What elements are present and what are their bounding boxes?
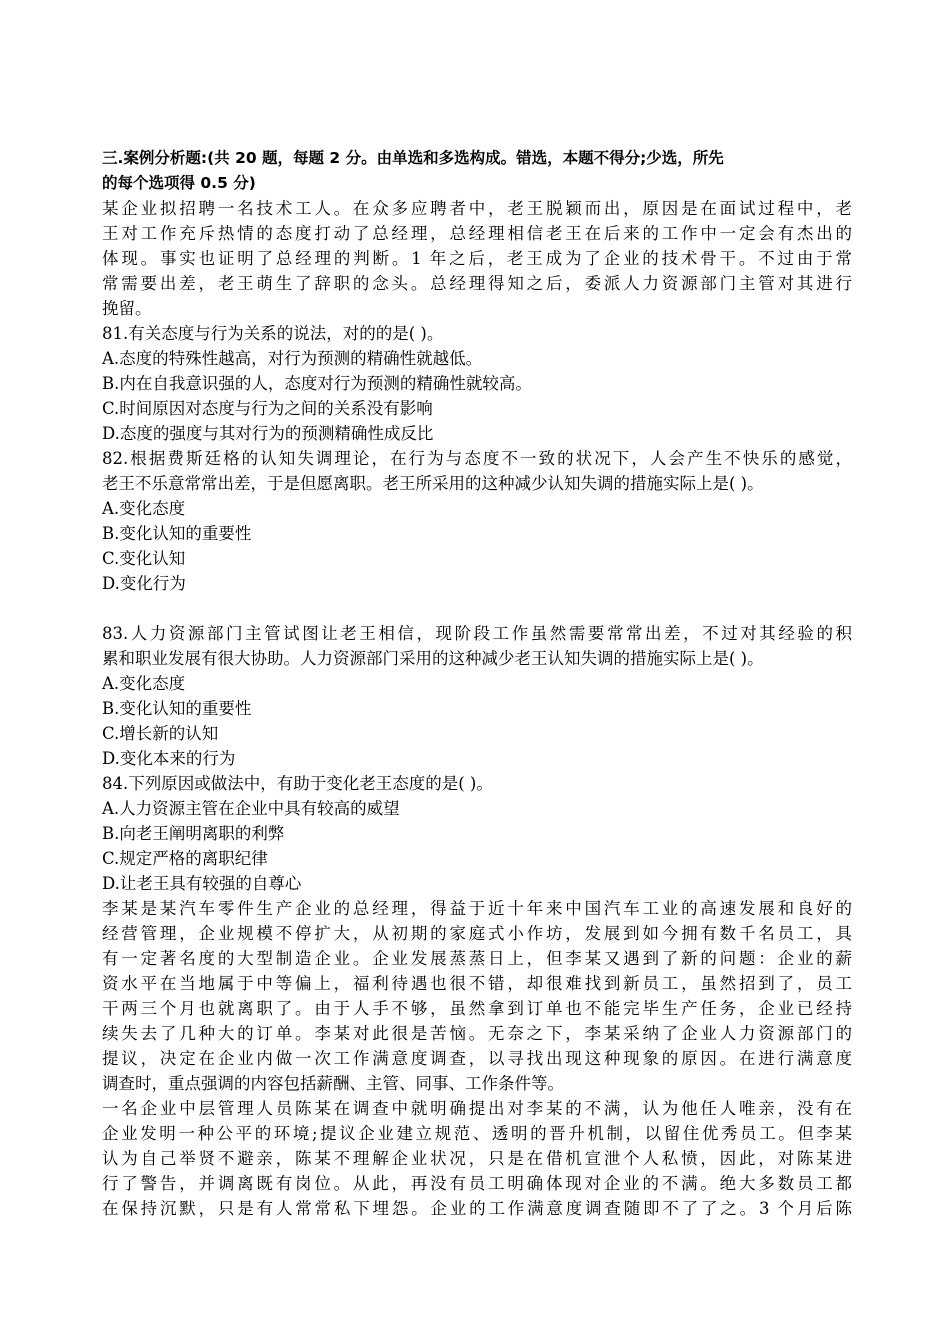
paragraph-line: 挽留。 — [102, 299, 152, 318]
paragraph-line: 体现。事实也证明了总经理的判断。1 年之后，老王成为了企业的技术骨干。不过由于常 — [102, 249, 852, 268]
document-page — [102, 146, 852, 1221]
paragraph-line: 认为自己举贤不避亲，陈某不理解企业状况，只是在借机宣泄个人私愤，因此，对陈某进 — [102, 1149, 852, 1168]
paragraph-line: 资水平在当地属于中等偏上，福利待遇也很不错，却很难找到新员工，虽然招到了，员工 — [102, 974, 852, 993]
question-option: A.态度的特殊性越高，对行为预测的精确性就越低。 — [102, 349, 483, 368]
section-title — [102, 146, 852, 196]
paragraph-line: 企业发明一种公平的环境;提议企业建立规范、透明的晋升机制，以留住优秀员工。但李某 — [102, 1124, 852, 1143]
question-option: B.向老王阐明离职的利弊 — [102, 824, 285, 843]
paragraph-line: 经营管理，企业规模不停扩大，从初期的家庭式小作坊，发展到如今拥有数千名员工，具 — [102, 924, 852, 943]
section-title-line: 的每个选项得 0.5 分) — [102, 174, 256, 192]
paragraph-line: 提议，决定在企业内做一次工作满意度调查，以寻找出现这种现象的原因。在进行满意度 — [102, 1049, 852, 1068]
blank-line — [102, 596, 852, 621]
paragraph-line: 李某是某汽车零件生产企业的总经理，得益于近十年来中国汽车工业的高速发展和良好的 — [102, 899, 852, 918]
question-option: D.态度的强度与其对行为的预测精确性成反比 — [102, 424, 434, 443]
paragraph-line: 常需要出差，老王萌生了辞职的念头。总经理得知之后，委派人力资源部门主管对其进行 — [102, 274, 852, 293]
paragraph-line: 有一定著名度的大型制造企业。企业发展蒸蒸日上，但李某又遇到了新的问题：企业的薪 — [102, 949, 852, 968]
question-stem: 累和职业发展有很大协助。人力资源部门采用的这种减少老王认知失调的措施实际上是( )。 — [102, 649, 764, 668]
question-option: D.变化本来的行为 — [102, 749, 236, 768]
paragraph-line: 在保持沉默，只是有人常常私下埋怨。企业的工作满意度调查随即不了了之。3 个月后陈 — [102, 1199, 852, 1218]
question-stem: 83.人力资源部门主管试图让老王相信，现阶段工作虽然需要常常出差，不过对其经验的积 — [102, 624, 852, 643]
paragraph-line: 某企业拟招聘一名技术工人。在众多应聘者中，老王脱颖而出，原因是在面试过程中，老 — [102, 199, 852, 218]
question-81 — [102, 321, 852, 446]
question-stem: 老王不乐意常常出差，于是但愿离职。老王所采用的这种减少认知失调的措施实际上是( )。 — [102, 474, 764, 493]
case-paragraph-2 — [102, 896, 852, 1096]
paragraph-line: 调查时，重点强调的内容包括薪酬、主管、同事、工作条件等。 — [102, 1074, 564, 1093]
question-option: D.变化行为 — [102, 574, 186, 593]
question-82 — [102, 446, 852, 596]
paragraph-line: 一名企业中层管理人员陈某在调查中就明确提出对李某的不满，认为他任人唯亲，没有在 — [102, 1099, 852, 1118]
paragraph-line: 续失去了几种大的订单。李某对此很是苦恼。无奈之下，李某采纳了企业人力资源部门的 — [102, 1024, 852, 1043]
question-option: C.变化认知 — [102, 549, 186, 568]
question-83 — [102, 621, 852, 771]
question-84 — [102, 771, 852, 896]
paragraph-line: 干两三个月也就离职了。由于人手不够，虽然拿到订单也不能完毕生产任务，企业已经持 — [102, 999, 852, 1018]
paragraph-line: 行了警告，并调离既有岗位。从此，再没有员工明确体现对企业的不满。绝大多数员工都 — [102, 1174, 852, 1193]
question-option: C.规定严格的离职纪律 — [102, 849, 268, 868]
section-title-line: 三.案例分析题:(共 20 题，每题 2 分。由单选和多选构成。错选，本题不得分;少选，所先 — [102, 149, 724, 167]
question-stem: 84.下列原因或做法中，有助于变化老王态度的是( )。 — [102, 774, 493, 793]
question-option: A.人力资源主管在企业中具有较高的威望 — [102, 799, 400, 818]
question-option: A.变化态度 — [102, 674, 186, 693]
question-option: D.让老王具有较强的自尊心 — [102, 874, 302, 893]
question-option: A.变化态度 — [102, 499, 186, 518]
question-stem: 81.有关态度与行为关系的说法，对的的是( )。 — [102, 324, 444, 343]
question-option: C.增长新的认知 — [102, 724, 219, 743]
question-option: B.变化认知的重要性 — [102, 524, 252, 543]
question-option: B.变化认知的重要性 — [102, 699, 252, 718]
case-paragraph-3 — [102, 1096, 852, 1221]
question-option: C.时间原因对态度与行为之间的关系没有影响 — [102, 399, 433, 418]
question-option: B.内在自我意识强的人，态度对行为预测的精确性就较高。 — [102, 374, 532, 393]
question-stem: 82.根据费斯廷格的认知失调理论，在行为与态度不一致的状况下，人会产生不快乐的感觉， — [102, 449, 852, 468]
case-paragraph-1 — [102, 196, 852, 321]
paragraph-line: 王对工作充斥热情的态度打动了总经理，总经理相信老王在后来的工作中一定会有杰出的 — [102, 224, 852, 243]
